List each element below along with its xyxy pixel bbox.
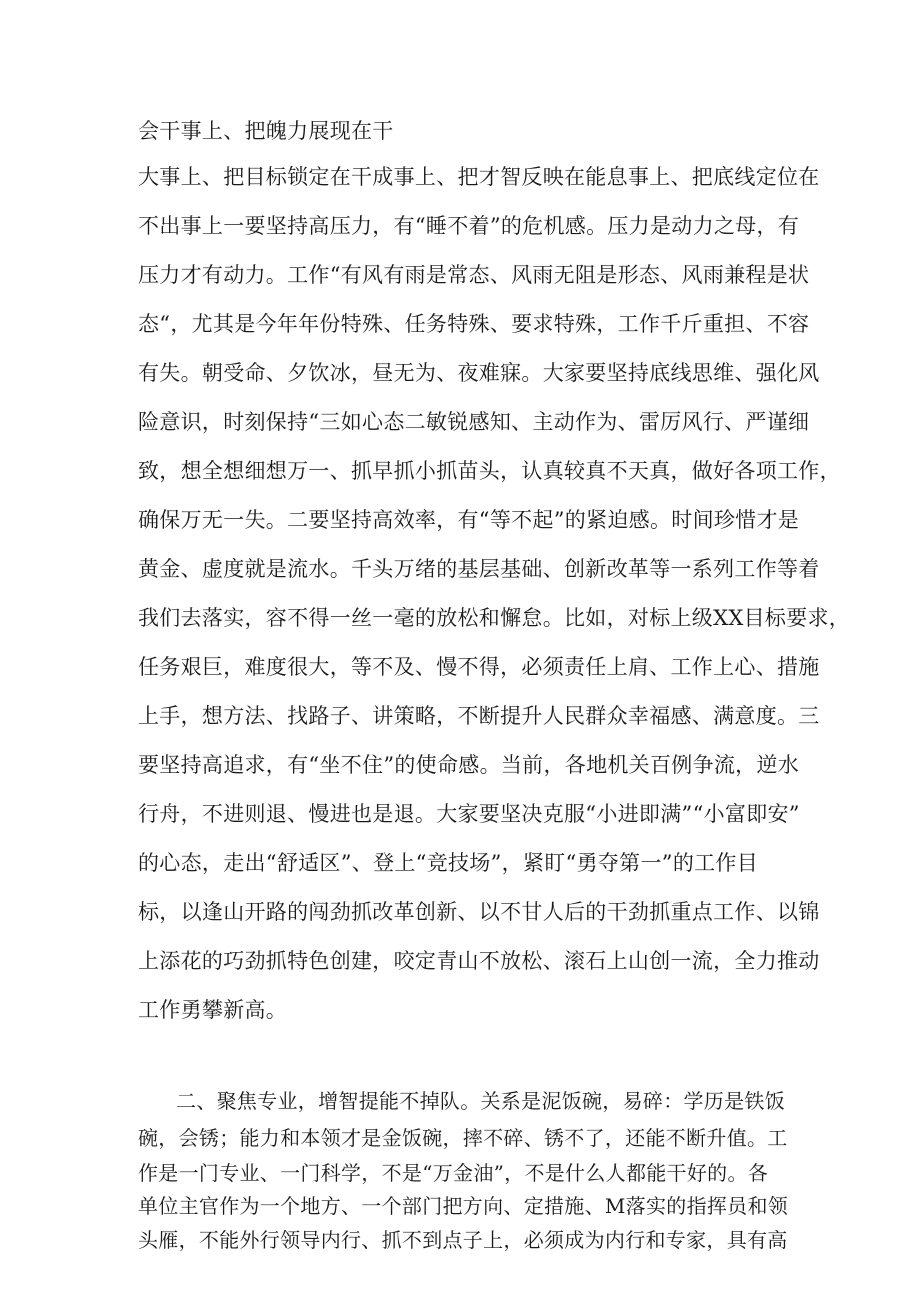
paragraph-line: 确保万无一失。二要坚持高效率，有“等不起”的紧迫感。时间珍惜才是 (138, 508, 800, 532)
paragraph-line: 大事上、把目标锁定在干成事上、把才智反映在能息事上、把底线定位在 (138, 165, 820, 189)
paragraph-line: 上手，想方法、找路子、讲策略，不断提升人民群众幸福感、满意度。三 (138, 704, 820, 728)
paragraph-line: 我们去落实，容不得一丝一毫的放松和懈怠。比如，对标上级XX目标要求， (138, 606, 851, 630)
paragraph-line: 工作勇攀新高。 (138, 998, 288, 1022)
heading-fragment: 会干事上、把魄力展现在干 (138, 119, 394, 143)
paragraph-line: 险意识，时刻保持“三如心态二敏锐感知、主动作为、雷厉风行、严谨细 (138, 410, 810, 434)
paragraph-line: 黄金、虚度就是流水。千头万绪的基层基础、创新改革等一系列工作等着 (138, 557, 820, 581)
paragraph-line: 行舟，不进则退、慢进也是退。大家要坚决克服“小进即满”“小富即安” (138, 802, 800, 826)
paragraph-line: 的心态，走出“舒适区”、登上“竞技场”，紧盯“勇夺第一”的工作目 (138, 851, 759, 875)
paragraph-line: 压力才有动力。工作“有风有雨是常态、风雨无阻是形态、风雨兼程是状 (138, 263, 810, 287)
paragraph-line: 致，想全想细想万一、抓早抓小抓苗头，认真较真不天真，做好各项工作， (138, 459, 841, 483)
paragraph-line: 二、聚焦专业，增智提能不掉队。关系是泥饭碗，易碎：学历是铁饭 (176, 1089, 785, 1113)
paragraph-line: 要坚持高追求，有“坐不住”的使命感。当前，各地机关百例争流，逆水 (138, 753, 800, 777)
paragraph-line: 有失。朝受命、夕饮冰，昼无为、夜难寐。大家要坚持底线思维、强化风 (138, 361, 820, 385)
paragraph-line: 单位主官作为一个地方、一个部门把方向、定措施、M落实的指挥员和领 (138, 1194, 789, 1218)
paragraph-line: 作是一门专业、一门科学，不是“万金油”，不是什么人都能干好的。各 (138, 1161, 769, 1185)
paragraph-line: 头雁，不能外行领导内行、抓不到点子上，必须成为内行和专家，具有高 (138, 1228, 788, 1252)
paragraph-line: 态“，尤其是今年年份特殊、任务特殊、要求特殊，工作千斤重担、不容 (138, 312, 810, 336)
paragraph-line: 碗，会锈；能力和本领才是金饭碗，摔不碎、锈不了，还能不断升值。工 (138, 1126, 788, 1150)
paragraph-line: 标，以逢山开路的闯劲抓改革创新、以不甘人后的干劲抓重点工作、以锦 (138, 900, 820, 924)
paragraph-line: 任务艰巨，难度很大，等不及、慢不得，必须责任上肩、工作上心、措施 (138, 655, 820, 679)
paragraph-line: 上添花的巧劲抓特色创建，咬定青山不放松、滚石上山创一流，全力推动 (138, 949, 820, 973)
paragraph-line: 不出事上一要坚持高压力，有“睡不着”的危机感。压力是动力之母，有 (138, 214, 800, 238)
